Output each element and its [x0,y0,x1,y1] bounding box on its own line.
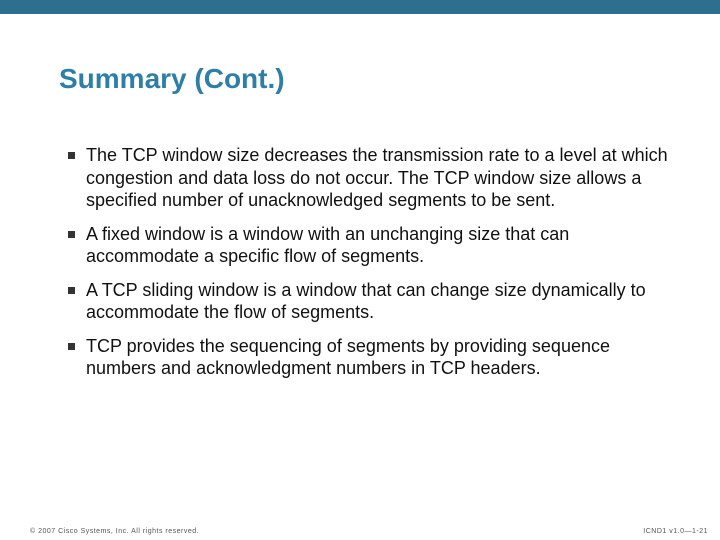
square-bullet-icon [68,152,75,159]
bullet-text: The TCP window size decreases the transmission rate to a level at which congestion and data loss do not occur. The TCP window size allows a specified number of unacknowledged segments to be sent. [86,145,668,210]
bullet-item [66,335,676,380]
footer-slide-number: ICND1 v1.0—1-21 [643,528,708,535]
bullet-list [66,144,676,391]
bullet-text: A fixed window is a window with an unchanging size that can accommodate a specific flow of segments. [86,223,570,266]
square-bullet-icon [68,231,75,238]
footer-copyright: © 2007 Cisco Systems, Inc. All rights reserved. [30,528,200,535]
bullet-text: A TCP sliding window is a window that can change size dynamically to accommodate the flow of segments. [86,279,646,322]
bullet-text: TCP provides the sequencing of segments by providing sequence numbers and acknowledgment numbers in TCP headers. [86,335,610,378]
header-bar [0,0,720,14]
square-bullet-icon [68,343,75,350]
square-bullet-icon [68,287,75,294]
bullet-item [66,144,676,212]
bullet-item [66,223,676,268]
bullet-item [66,279,676,324]
slide-title: Summary (Cont.) [59,63,285,94]
